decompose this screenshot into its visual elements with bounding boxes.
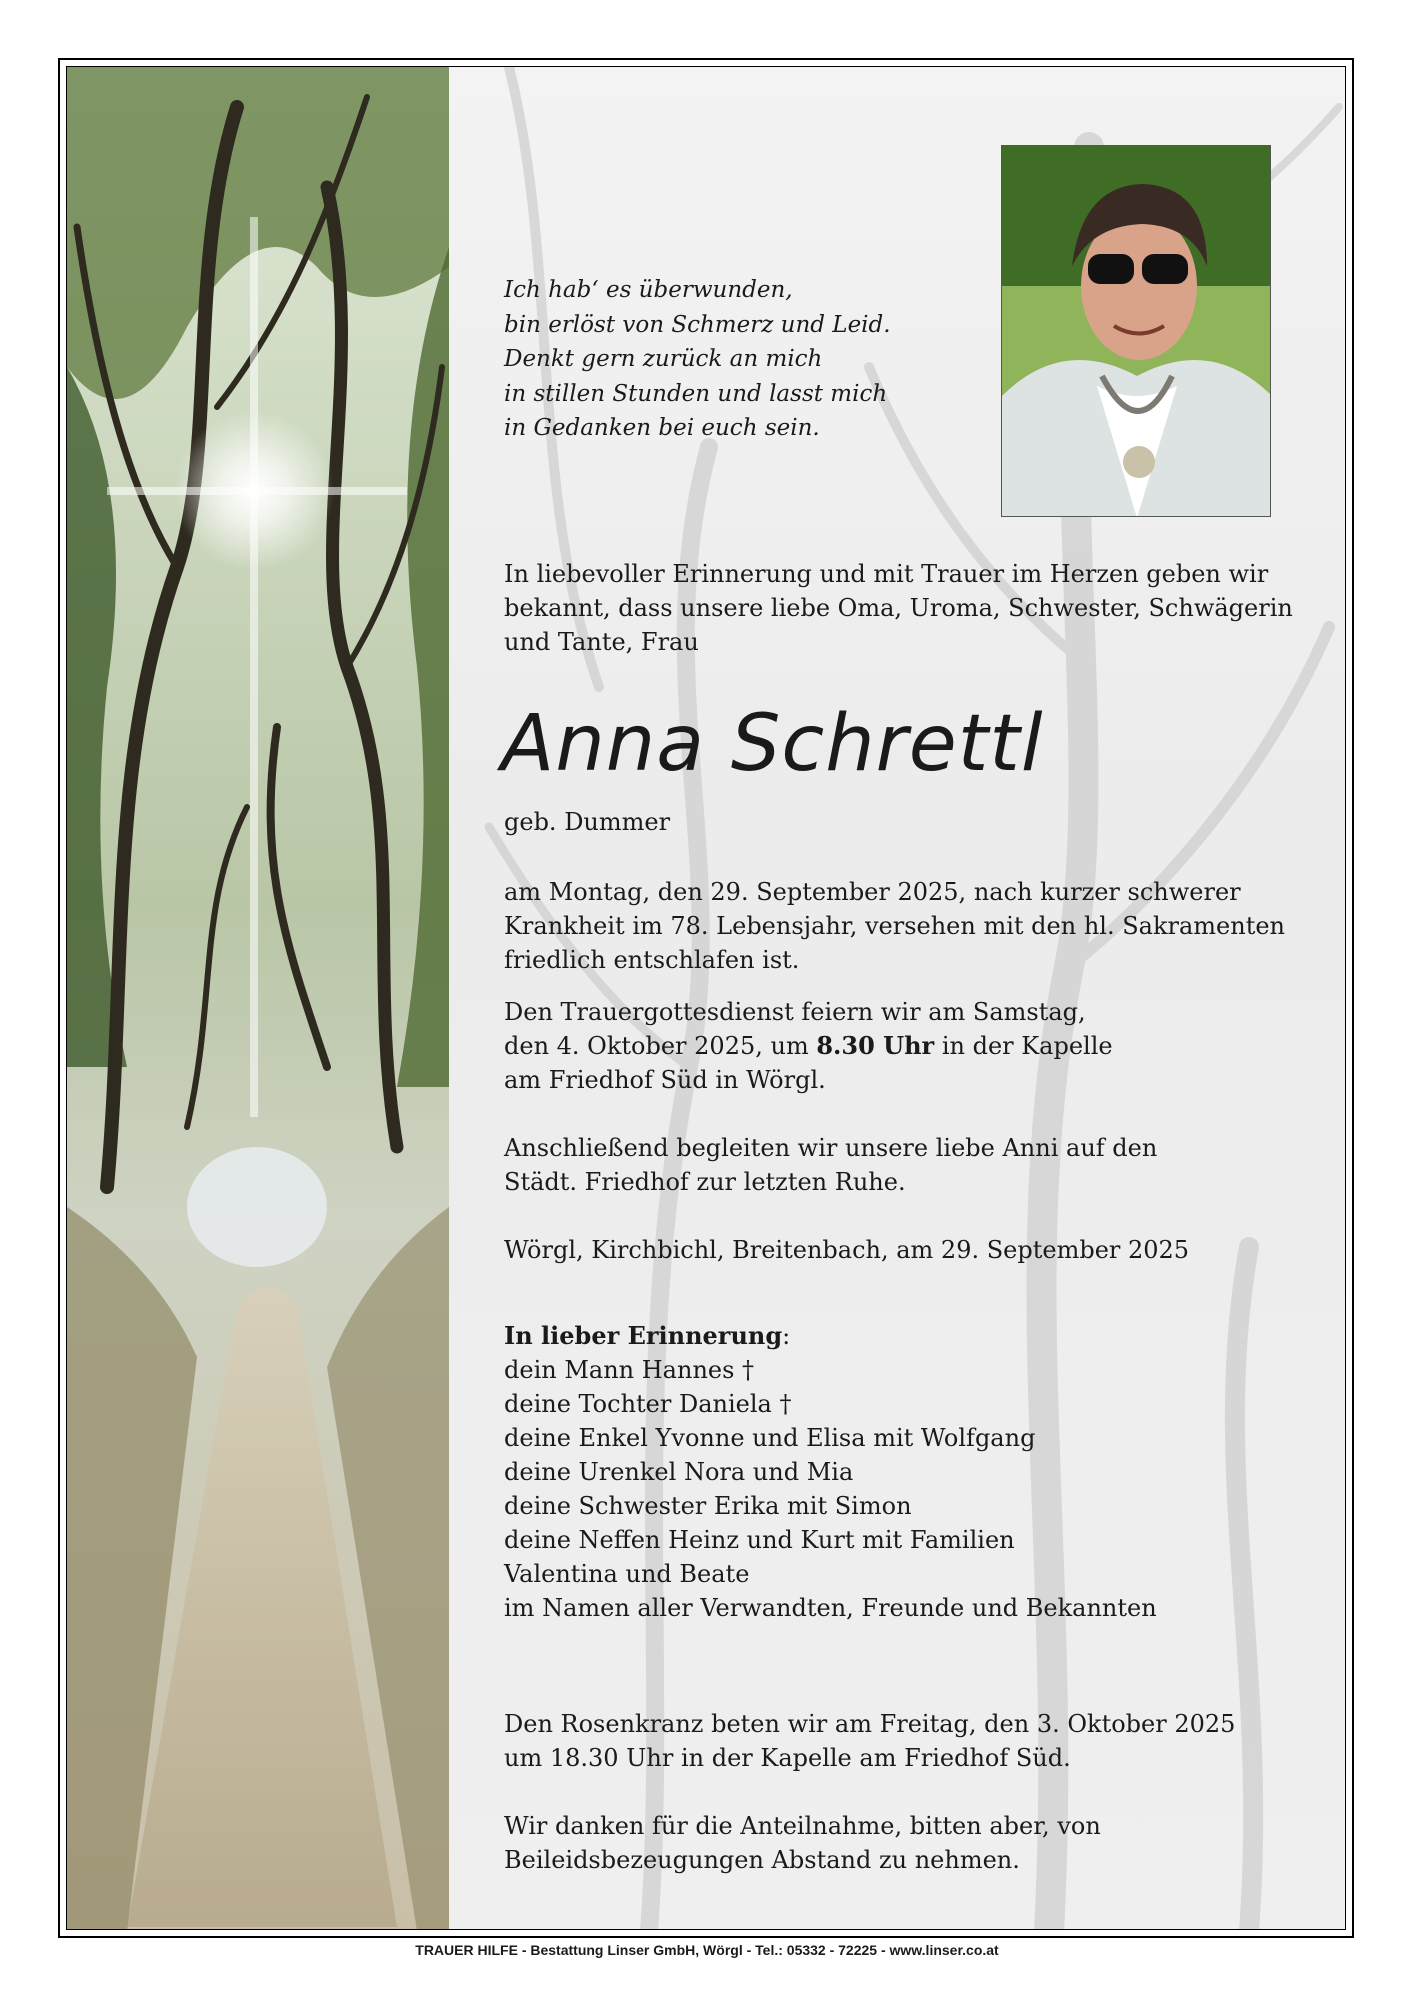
rosary-line: um 18.30 Uhr in der Kapelle am Friedhof Süd. (504, 1744, 1071, 1772)
mourner: deine Enkel Yvonne und Elisa mit Wolfgang (504, 1424, 1036, 1452)
announcement-intro (504, 557, 1293, 659)
mourners-heading-line: In lieber Erinnerung: (504, 1321, 791, 1350)
thanks-line: Wir danken für die Anteilnahme, bitten aber, von (504, 1812, 1101, 1840)
mourner: deine Tochter Daniela † (504, 1390, 792, 1418)
service-line: Den Trauergottesdienst feiern wir am Samstag, (504, 998, 1086, 1026)
poem-line: Ich hab‘ es überwunden, (504, 277, 793, 303)
intro-line: bekannt, dass unsere liebe Oma, Uroma, Schwester, Schwägerin (504, 594, 1293, 622)
poem-line: in Gedanken bei euch sein. (504, 415, 820, 441)
thanks-notice (504, 1809, 1101, 1877)
memorial-poem (504, 273, 891, 446)
mourner: Valentina und Beate (504, 1560, 750, 1588)
service-line: am Friedhof Süd in Wörgl. (504, 1066, 826, 1094)
death-line: Krankheit im 78. Lebensjahr, versehen mit den hl. Sakramenten (504, 912, 1286, 940)
rosary-line: Den Rosenkranz beten wir am Freitag, den 3. Oktober 2025 (504, 1710, 1236, 1738)
burial-line: Anschließend begleiten wir unsere liebe Anni auf den (504, 1134, 1158, 1162)
funeral-service (504, 995, 1113, 1097)
poem-line: bin erlöst von Schmerz und Leid. (504, 311, 891, 338)
mourners-heading: In lieber Erinnerung (504, 1321, 783, 1350)
mourner: deine Neffen Heinz und Kurt mit Familien (504, 1526, 1015, 1554)
service-line (504, 1029, 1113, 1063)
mourner: deine Schwester Erika mit Simon (504, 1492, 912, 1520)
burial-line: Städt. Friedhof zur letzten Ruhe. (504, 1168, 906, 1196)
birth-name: geb. Dummer (504, 808, 671, 836)
intro-line: und Tante, Frau (504, 628, 699, 656)
mourner: im Namen aller Verwandten, Freunde und Bekannten (504, 1594, 1157, 1622)
rosary-notice (504, 1707, 1235, 1775)
funeral-home-footer: TRAUER HILFE - Bestattung Linser GmbH, Wörgl - Tel.: 05332 - 72225 - www.linser.co.at (415, 1942, 999, 1958)
intro-line: In liebevoller Erinnerung und mit Trauer im Herzen geben wir (504, 560, 1269, 588)
mourners-list (504, 1319, 1157, 1625)
death-notice (504, 875, 1285, 977)
service-time: 8.30 Uhr (816, 1031, 935, 1060)
mourner: dein Mann Hannes † (504, 1356, 755, 1384)
place-and-date: Wörgl, Kirchbichl, Breitenbach, am 29. September 2025 (504, 1236, 1190, 1264)
death-line: friedlich entschlafen ist. (504, 946, 800, 974)
portrait-photo (1001, 145, 1271, 517)
burial-notice (504, 1131, 1157, 1199)
forest-path-image (67, 67, 449, 1930)
poem-line: in stillen Stunden und lasst mich (504, 380, 888, 407)
service-location: in der Kapelle (934, 1032, 1113, 1060)
obituary-card (66, 66, 1346, 1930)
service-date: den 4. Oktober 2025, um (504, 1032, 817, 1060)
mourner: deine Urenkel Nora und Mia (504, 1458, 854, 1486)
death-line: am Montag, den 29. September 2025, nach kurzer schwerer (504, 878, 1241, 906)
deceased-name: Anna Schrettl (501, 699, 1044, 789)
thanks-line: Beileidsbezeugungen Abstand zu nehmen. (504, 1846, 1020, 1874)
poem-line: Denkt gern zurück an mich (504, 346, 823, 372)
